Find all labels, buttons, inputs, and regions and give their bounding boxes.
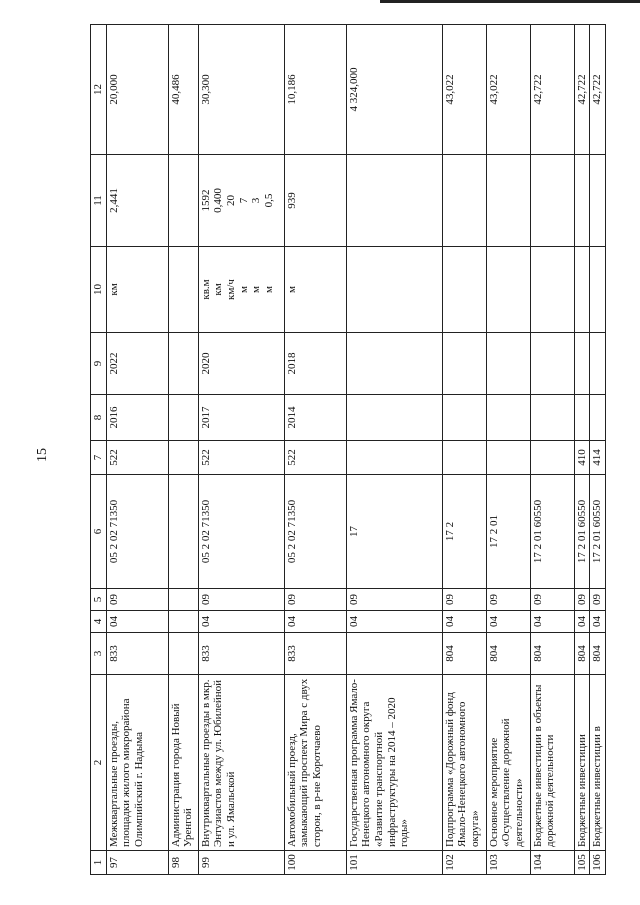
cell-c7: 522 xyxy=(106,441,168,475)
cell-c7: 522 xyxy=(284,441,346,475)
cell-c10 xyxy=(590,247,606,333)
cell-c3: 833 xyxy=(106,633,168,675)
cell-c5: 09 xyxy=(346,589,442,611)
cell-line: км xyxy=(212,283,225,296)
table-row xyxy=(442,25,486,875)
cell-line: кв.м xyxy=(199,279,212,300)
cell-c3 xyxy=(346,633,442,675)
cell-c12: 42,722 xyxy=(530,25,574,155)
cell-c3: 833 xyxy=(284,633,346,675)
table-row xyxy=(530,25,574,875)
cell-c12: 42,722 xyxy=(590,25,606,155)
cell-c9 xyxy=(486,333,530,395)
cell-c12: 43,022 xyxy=(486,25,530,155)
cell-name: Администрация города Новый Уренгой xyxy=(168,675,198,851)
cell-c10 xyxy=(168,247,198,333)
cell-line: 0,400 xyxy=(212,188,225,213)
cell-c3: 804 xyxy=(442,633,486,675)
cell-c4: 04 xyxy=(442,611,486,633)
cell-c5: 09 xyxy=(106,589,168,611)
cell-c8 xyxy=(168,395,198,441)
cell-c8 xyxy=(442,395,486,441)
cell-c4: 04 xyxy=(198,611,284,633)
column-header-11: 11 xyxy=(91,155,107,247)
cell-c7 xyxy=(486,441,530,475)
table-row xyxy=(168,25,198,875)
cell-c11 xyxy=(168,155,198,247)
cell-line: 0,5 xyxy=(262,193,275,208)
cell-c7: 410 xyxy=(574,441,590,475)
cell-c10 xyxy=(486,247,530,333)
rotated-table-container xyxy=(90,25,604,875)
cell-c8: 2014 xyxy=(284,395,346,441)
cell-c3: 833 xyxy=(198,633,284,675)
cell-c12: 40,486 xyxy=(168,25,198,155)
cell-line: 2,441 xyxy=(107,188,120,213)
cell-line: км xyxy=(107,283,120,296)
cell-c9 xyxy=(346,333,442,395)
cell-c4: 04 xyxy=(530,611,574,633)
table-row xyxy=(346,25,442,875)
cell-line: 20 xyxy=(224,195,237,206)
table-row xyxy=(198,25,284,875)
cell-line: 1592 xyxy=(199,189,212,212)
cell-c12: 10,186 xyxy=(284,25,346,155)
cell-c3: 804 xyxy=(590,633,606,675)
cell-c5: 09 xyxy=(574,589,590,611)
cell-c5: 09 xyxy=(198,589,284,611)
cell-c10 xyxy=(346,247,442,333)
cell-c3: 804 xyxy=(530,633,574,675)
cell-c11 xyxy=(106,155,168,247)
cell-c8: 2016 xyxy=(106,395,168,441)
column-header-1: 1 xyxy=(91,851,107,875)
cell-c4: 04 xyxy=(346,611,442,633)
cell-c5: 09 xyxy=(590,589,606,611)
table-row xyxy=(590,25,606,875)
cell-c4: 04 xyxy=(590,611,606,633)
page-number: 15 xyxy=(35,448,50,462)
cell-c7: 414 xyxy=(590,441,606,475)
cell-n: 106 xyxy=(590,851,606,875)
cell-c6: 17 2 xyxy=(442,475,486,589)
cell-c7 xyxy=(168,441,198,475)
cell-c12: 4 324,000 xyxy=(346,25,442,155)
cell-name: Бюджетные инвестиции в объекты дорожной деятельности xyxy=(530,675,574,851)
cell-c3 xyxy=(168,633,198,675)
cell-line: м xyxy=(250,286,263,293)
cell-c10 xyxy=(106,247,168,333)
cell-n: 102 xyxy=(442,851,486,875)
cell-c12: 42,722 xyxy=(574,25,590,155)
cell-c11 xyxy=(346,155,442,247)
cell-c9 xyxy=(442,333,486,395)
cell-n: 98 xyxy=(168,851,198,875)
cell-line: 7 xyxy=(237,197,250,204)
cell-c5: 09 xyxy=(530,589,574,611)
cell-c12: 43,022 xyxy=(442,25,486,155)
cell-n: 101 xyxy=(346,851,442,875)
cell-line: км/ч xyxy=(224,279,237,300)
cell-c9 xyxy=(168,333,198,395)
cell-c7: 522 xyxy=(198,441,284,475)
budget-table xyxy=(90,24,606,875)
column-header-4: 4 xyxy=(91,611,107,633)
cell-c6 xyxy=(168,475,198,589)
cell-name: Государственная программа Ямало-Ненецкого автономного округа «Развитие транспортной инфраструктуры на 2014 – 2020 годы» xyxy=(346,675,442,851)
cell-line: м xyxy=(237,286,250,293)
cell-c11 xyxy=(486,155,530,247)
cell-c4 xyxy=(168,611,198,633)
cell-c9 xyxy=(530,333,574,395)
cell-c4: 04 xyxy=(106,611,168,633)
table-row xyxy=(486,25,530,875)
cell-c11 xyxy=(590,155,606,247)
cell-line: 3 xyxy=(250,197,263,204)
cell-c6: 17 2 01 60550 xyxy=(574,475,590,589)
cell-name: Основное мероприятие «Осуществление дорожной деятельности» xyxy=(486,675,530,851)
cell-line: 939 xyxy=(285,192,298,209)
cell-n: 99 xyxy=(198,851,284,875)
cell-c8 xyxy=(590,395,606,441)
cell-c6: 05 2 02 71350 xyxy=(198,475,284,589)
cell-name: Автомобильный проезд, замыкающий проспект Мира с двух сторон, в р-не Коротчаево xyxy=(284,675,346,851)
cell-c5: 09 xyxy=(284,589,346,611)
cell-c7 xyxy=(346,441,442,475)
cell-c4: 04 xyxy=(284,611,346,633)
header-row xyxy=(91,25,107,875)
cell-name: Бюджетные инвестиции xyxy=(574,675,590,851)
cell-c9: 2020 xyxy=(198,333,284,395)
cell-c11 xyxy=(198,155,284,247)
cell-c10 xyxy=(530,247,574,333)
cell-c9 xyxy=(590,333,606,395)
cell-c11 xyxy=(442,155,486,247)
cell-n: 103 xyxy=(486,851,530,875)
column-header-3: 3 xyxy=(91,633,107,675)
table-row xyxy=(106,25,168,875)
top-rule xyxy=(380,0,640,3)
cell-c12: 20,000 xyxy=(106,25,168,155)
cell-c5: 09 xyxy=(486,589,530,611)
column-header-9: 9 xyxy=(91,333,107,395)
cell-c4: 04 xyxy=(486,611,530,633)
cell-n: 97 xyxy=(106,851,168,875)
cell-c11 xyxy=(284,155,346,247)
table-body xyxy=(106,25,605,875)
column-header-10: 10 xyxy=(91,247,107,333)
cell-c6: 05 2 02 71350 xyxy=(106,475,168,589)
cell-n: 105 xyxy=(574,851,590,875)
cell-c10 xyxy=(442,247,486,333)
cell-c3: 804 xyxy=(574,633,590,675)
cell-line: м xyxy=(262,286,275,293)
cell-c6: 05 2 02 71350 xyxy=(284,475,346,589)
table-row xyxy=(284,25,346,875)
cell-c3: 804 xyxy=(486,633,530,675)
column-header-7: 7 xyxy=(91,441,107,475)
column-header-12: 12 xyxy=(91,25,107,155)
cell-c12: 30,300 xyxy=(198,25,284,155)
cell-c7 xyxy=(530,441,574,475)
table-row xyxy=(574,25,590,875)
cell-c11 xyxy=(574,155,590,247)
cell-c8 xyxy=(486,395,530,441)
cell-c8 xyxy=(574,395,590,441)
column-header-6: 6 xyxy=(91,475,107,589)
cell-c8 xyxy=(530,395,574,441)
cell-c11 xyxy=(530,155,574,247)
cell-c5: 09 xyxy=(442,589,486,611)
cell-c10 xyxy=(574,247,590,333)
cell-n: 100 xyxy=(284,851,346,875)
cell-name: Межквартальные проезды, площадки жилого микрорайона Олимпийский г. Надыма xyxy=(106,675,168,851)
cell-c6: 17 xyxy=(346,475,442,589)
cell-name: Внутриквартальные проезды в мкр. Энтузиастов между ул. Юбилейной и ул. Ямальской xyxy=(198,675,284,851)
cell-c8: 2017 xyxy=(198,395,284,441)
cell-line: м xyxy=(285,286,298,293)
cell-c5 xyxy=(168,589,198,611)
column-header-5: 5 xyxy=(91,589,107,611)
cell-c6: 17 2 01 xyxy=(486,475,530,589)
cell-c6: 17 2 01 60550 xyxy=(530,475,574,589)
cell-c7 xyxy=(442,441,486,475)
cell-c9: 2022 xyxy=(106,333,168,395)
cell-c6: 17 2 01 60550 xyxy=(590,475,606,589)
cell-c10 xyxy=(198,247,284,333)
column-header-8: 8 xyxy=(91,395,107,441)
cell-name: Бюджетные инвестиции в xyxy=(590,675,606,851)
cell-c9 xyxy=(574,333,590,395)
column-header-2: 2 xyxy=(91,675,107,851)
cell-c8 xyxy=(346,395,442,441)
cell-c4: 04 xyxy=(574,611,590,633)
cell-c9: 2018 xyxy=(284,333,346,395)
cell-n: 104 xyxy=(530,851,574,875)
cell-name: Подпрограмма «Дорожный фонд Ямало-Ненецкого автономного округа» xyxy=(442,675,486,851)
cell-c10 xyxy=(284,247,346,333)
